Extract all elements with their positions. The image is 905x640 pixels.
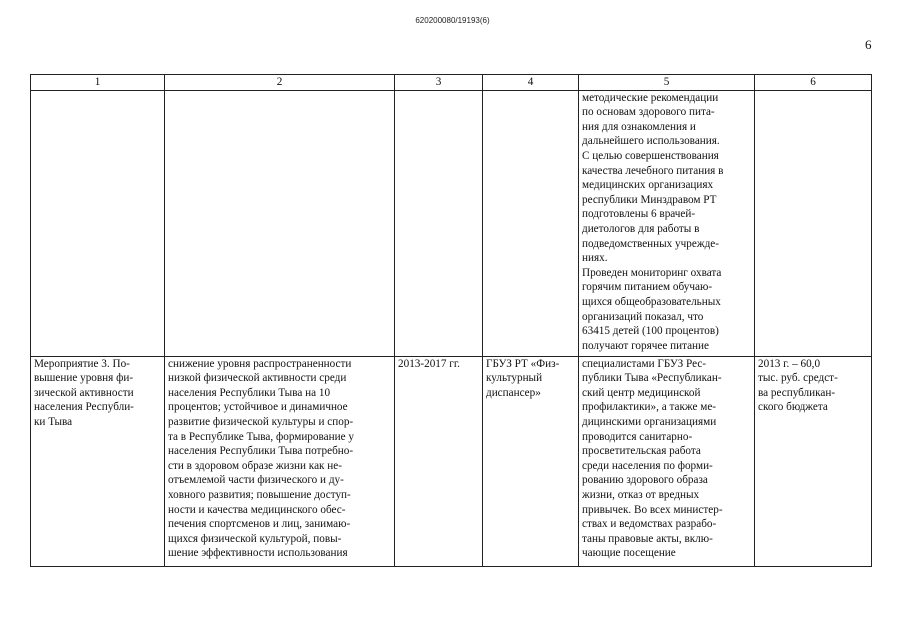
- row1-result-cell: [165, 90, 395, 356]
- cell-text-line: тыс. руб. средст-: [758, 372, 838, 385]
- cell-text-line: печения спортсменов и лиц, занимаю-: [168, 518, 351, 531]
- row1-funding-cell: [755, 90, 872, 356]
- row1-measure-cell: [31, 90, 165, 356]
- cell-text-line: ского бюджета: [758, 401, 828, 414]
- cell-text-line: населения Республики Тыва потребно-: [168, 445, 354, 458]
- cell-text-line: специалистами ГБУЗ Рес-: [582, 357, 707, 370]
- row2-executor-cell: [483, 356, 579, 566]
- column-header-2: 2: [165, 75, 395, 91]
- row1-progress-cell: [579, 90, 755, 356]
- cell-text-line: ния для ознакомления и: [582, 120, 696, 133]
- cell-text-line: дальнейшего использования.: [582, 135, 720, 148]
- document-id: 620200080/19193(6): [415, 16, 490, 25]
- cell-text-line: получают горячее питание: [582, 339, 710, 352]
- cell-text-line: ховного развития; повышение доступ-: [168, 488, 351, 501]
- table-row: [31, 90, 872, 356]
- cell-text-line: 63415 детей (100 процентов): [582, 325, 719, 338]
- column-header-1: 1: [31, 75, 165, 91]
- cell-text-line: диетологов для работы в: [582, 222, 700, 235]
- column-header-6: 6: [755, 75, 872, 91]
- cell-text-line: жизни, отказ от вредных: [582, 488, 700, 501]
- cell-text-line: ГБУЗ РТ «Физ-: [486, 357, 560, 370]
- cell-text-line: таны правовые акты, вклю-: [582, 532, 713, 545]
- cell-text-line: просветительская работа: [582, 445, 701, 458]
- cell-text-line: развитие физической культуры и спор-: [168, 415, 354, 428]
- cell-text-line: 2013-2017 гг.: [398, 357, 460, 370]
- cell-text-line: профилактики», а также ме-: [582, 401, 717, 414]
- cell-text-line: организаций показал, что: [582, 310, 704, 323]
- cell-text-line: зической активности: [34, 386, 134, 399]
- cell-text-line: ки Тыва: [34, 415, 73, 428]
- cell-text-line: ниях.: [582, 252, 608, 265]
- cell-text-line: шение эффективности использования: [168, 547, 348, 560]
- cell-text-line: снижение уровня распространенности: [168, 357, 352, 370]
- row2-result-cell: [165, 356, 395, 566]
- row1-period-cell: [395, 90, 483, 356]
- cell-text-line: С целью совершенствования: [582, 149, 719, 162]
- table-row: [31, 356, 872, 566]
- cell-text-line: публики Тыва «Республикан-: [582, 372, 722, 385]
- cell-text-line: ский центр медицинской: [582, 386, 701, 399]
- cell-text-line: республики Минздравом РТ: [582, 193, 717, 206]
- cell-text-line: отъемлемой части физического и ду-: [168, 474, 344, 487]
- row2-progress-cell: [579, 356, 755, 566]
- column-header-3: 3: [395, 75, 483, 91]
- column-header-row: [31, 75, 872, 91]
- cell-text-line: ности и качества медицинского обес-: [168, 503, 346, 516]
- cell-text-line: 2013 г. – 60,0: [758, 357, 821, 370]
- row2-funding-cell: [755, 356, 872, 566]
- cell-text-line: сти в здоровом образе жизни как не-: [168, 459, 342, 472]
- cell-text-line: по основам здорового пита-: [582, 106, 715, 119]
- page-number: 6: [865, 37, 872, 52]
- cell-text-line: населения Республики Тыва на 10: [168, 386, 331, 399]
- cell-text-line: та в Республике Тыва, формирование у: [168, 430, 354, 443]
- row1-executor-cell: [483, 90, 579, 356]
- cell-text-line: низкой физической активности среди: [168, 372, 347, 385]
- cell-text-line: ва республикан-: [758, 386, 836, 399]
- measures-table: [30, 74, 872, 567]
- row2-measure-cell: [31, 356, 165, 566]
- cell-text-line: качества лечебного питания в: [582, 164, 724, 177]
- cell-text-line: ствах и ведомствах разрабо-: [582, 518, 717, 531]
- cell-text-line: диспансер»: [486, 386, 541, 399]
- cell-text-line: процентов; устойчивое и динамичное: [168, 401, 348, 414]
- cell-text-line: щихся общеобразовательных: [582, 295, 721, 308]
- cell-text-line: щихся физической культурой, повы-: [168, 532, 342, 545]
- column-header-4: 4: [483, 75, 579, 91]
- cell-text-line: Мероприятие 3. По-: [34, 357, 130, 370]
- cell-text-line: дицинскими организациями: [582, 415, 717, 428]
- cell-text-line: привычек. Во всех министер-: [582, 503, 723, 516]
- cell-text-line: проводится санитарно-: [582, 430, 693, 443]
- cell-text-line: подведомственных учрежде-: [582, 237, 719, 250]
- cell-text-line: горячим питанием обучаю-: [582, 281, 713, 294]
- cell-text-line: вышение уровня фи-: [34, 372, 134, 385]
- cell-text-line: чающие посещение: [582, 547, 676, 560]
- cell-text-line: подготовлены 6 врачей-: [582, 208, 696, 221]
- cell-text-line: рованию здорового образа: [582, 474, 708, 487]
- row2-period-cell: [395, 356, 483, 566]
- cell-text-line: медицинских организациях: [582, 179, 714, 192]
- cell-text-line: методические рекомендации: [582, 91, 719, 104]
- cell-text-line: среди населения по форми-: [582, 459, 713, 472]
- column-header-5: 5: [579, 75, 755, 91]
- cell-text-line: культурный: [486, 372, 543, 385]
- cell-text-line: населения Республи-: [34, 401, 134, 414]
- cell-text-line: Проведен мониторинг охвата: [582, 266, 722, 279]
